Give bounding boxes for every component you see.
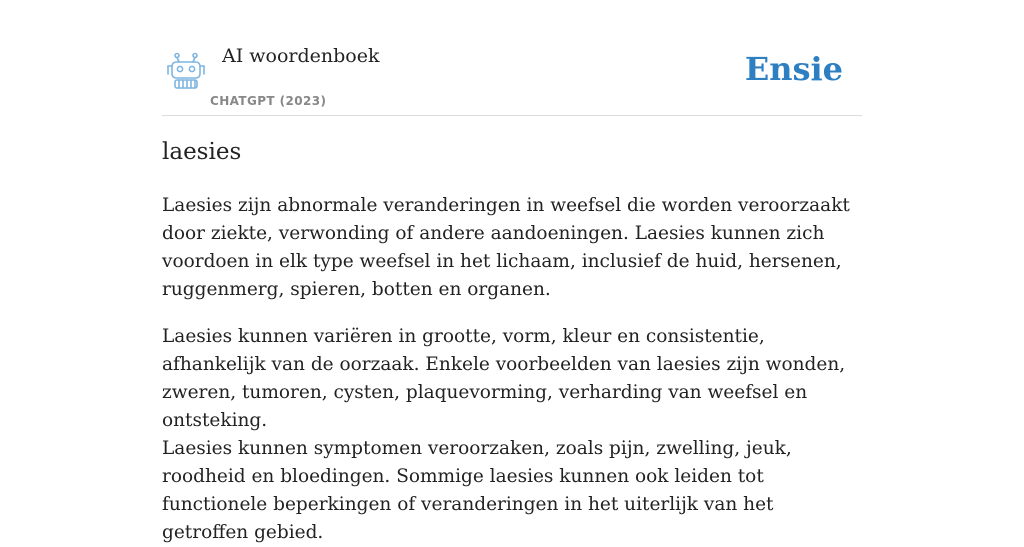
definition-paragraph: Laesies zijn abnormale veranderingen in weefsel die worden veroorzaakt door ziekte, verwonding of andere aandoeningen. Laesies kunnen zich voordoen in elk type weefsel in het lichaam, inclusief de huid, hersenen, ruggenmerg, spieren, botten en organen. xyxy=(162,195,850,300)
definition-paragraph: Laesies kunnen variëren in grootte, vorm, kleur en consistentie, afhankelijk van de oorzaak. Enkele voorbeelden van laesies zijn wonden, zweren, tumoren, cysten, plaquevorming, verharding van weefsel en ontsteking. xyxy=(162,326,846,431)
source-name[interactable]: AI woordenboek xyxy=(222,45,380,67)
source-header xyxy=(162,0,862,116)
content-container xyxy=(162,0,862,543)
source-meta: CHATGPT (2023) xyxy=(210,94,327,108)
headword: laesies xyxy=(162,139,242,165)
brand-logo[interactable]: Ensie xyxy=(744,50,843,88)
definition-paragraph: Laesies kunnen symptomen veroorzaken, zoals pijn, zwelling, jeuk, roodheid en bloedingen. Sommige laesies kunnen ook leiden tot functionele beperkingen of veranderingen in het uiterlijk van het getroffen gebied. xyxy=(162,438,792,543)
robot-icon xyxy=(166,52,206,90)
